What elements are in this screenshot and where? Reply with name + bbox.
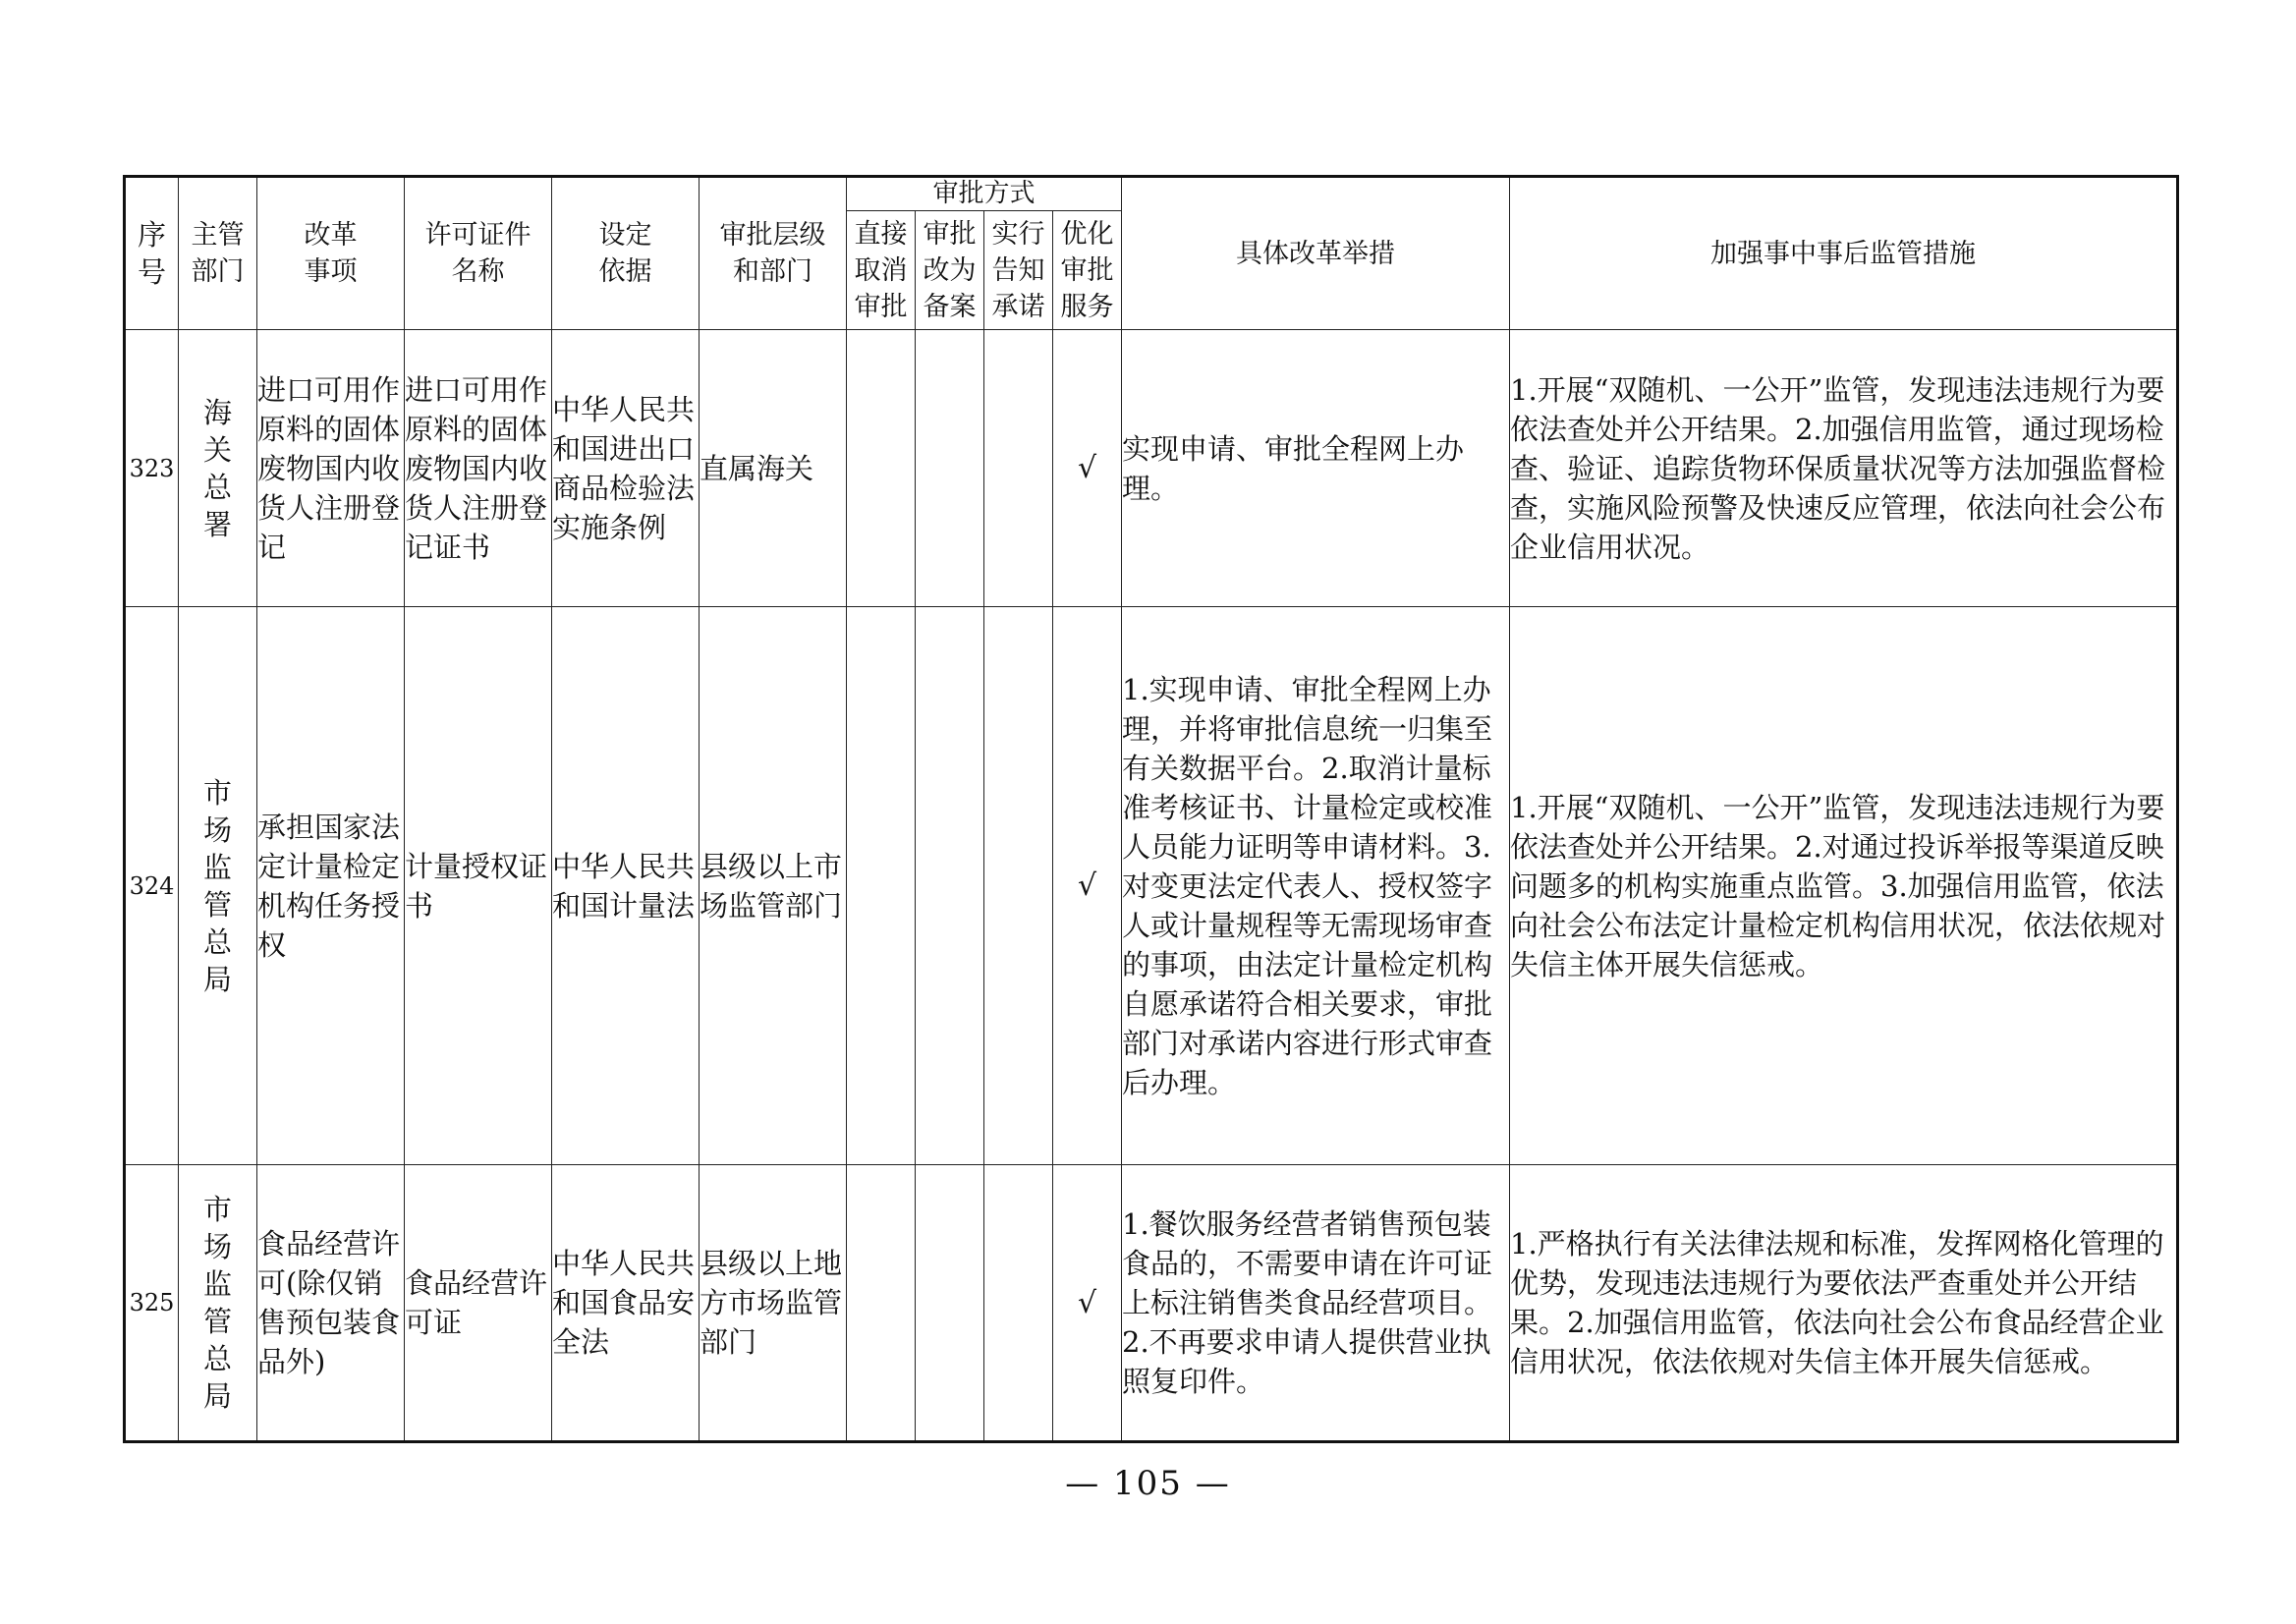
row-item: 进口可用作原料的固体废物国内收货人注册登记 [257, 330, 405, 607]
row-measures: 1.餐饮服务经营者销售预包装食品的，不需要申请在许可证上标注销售类食品经营项目。2.不再要求申请人提供营业执照复印件。 [1122, 1165, 1510, 1442]
row-level: 县级以上地方市场监管部门 [700, 1165, 847, 1442]
row-level: 直属海关 [700, 330, 847, 607]
row-promise [984, 330, 1053, 607]
header-level: 审批层级 和部门 [700, 177, 847, 330]
row-dept: 市 场 监 管 总 局 [179, 607, 257, 1165]
row-supervision: 1.开展“双随机、一公开”监管，发现违法违规行为要依法查处并公开结果。2.加强信用监管，通过现场检查、验证、追踪货物环保质量状况等方法加强监督检查，实施风险预警及快速反应管理，依法向社会公布企业信用状况。 [1510, 330, 2178, 607]
table-row [125, 1165, 2178, 1442]
row-filing [916, 607, 984, 1165]
row-cancel [847, 330, 916, 607]
page-number: — 105 — [1065, 1464, 1231, 1503]
row-measures: 1.实现申请、审批全程网上办理，并将审批信息统一归集至有关数据平台。2.取消计量标准考核证书、计量检定或校准人员能力证明等申请材料。3.对变更法定代表人、授权签字人或计量规程等无需现场审查的事项，由法定计量检定机构自愿承诺符合相关要求，审批部门对承诺内容进行形式审查后办理。 [1122, 607, 1510, 1165]
row-optimize-check: √ [1053, 607, 1122, 1165]
row-supervision: 1.开展“双随机、一公开”监管，发现违法违规行为要依法查处并公开结果。2.对通过投诉举报等渠道反映问题多的机构实施重点监管。3.加强信用监管，依法向社会公布法定计量检定机构信用状况，依法依规对失信主体开展失信惩戒。 [1510, 607, 2178, 1165]
row-license: 食品经营许可证 [405, 1165, 552, 1442]
row-supervision: 1.严格执行有关法律法规和标准，发挥网格化管理的优势，发现违法违规行为要依法严查重处并公开结果。2.加强信用监管，依法向社会公布食品经营企业信用状况，依法依规对失信主体开展失信惩戒。 [1510, 1165, 2178, 1442]
row-optimize-check: √ [1053, 330, 1122, 607]
header-promise: 实行 告知 承诺 [984, 211, 1053, 330]
row-item: 承担国家法定计量检定机构任务授权 [257, 607, 405, 1165]
row-seq: 323 [125, 330, 179, 607]
row-basis: 中华人民共和国食品安全法 [552, 1165, 700, 1442]
header-supervision: 加强事中事后监管措施 [1510, 177, 2178, 330]
row-item: 食品经营许可(除仅销售预包装食品外) [257, 1165, 405, 1442]
row-license: 进口可用作原料的固体废物国内收货人注册登记证书 [405, 330, 552, 607]
reform-table [123, 175, 2179, 1443]
row-basis: 中华人民共和国进出口商品检验法实施条例 [552, 330, 700, 607]
header-optimize: 优化 审批 服务 [1053, 211, 1122, 330]
row-cancel [847, 607, 916, 1165]
row-dept: 市 场 监 管 总 局 [179, 1165, 257, 1442]
row-seq: 324 [125, 607, 179, 1165]
table-row [125, 607, 2178, 1165]
header-item: 改革 事项 [257, 177, 405, 330]
header-approval-group: 审批方式 [847, 177, 1122, 211]
row-cancel [847, 1165, 916, 1442]
row-filing [916, 1165, 984, 1442]
row-measures: 实现申请、审批全程网上办理。 [1122, 330, 1510, 607]
header-seq: 序 号 [125, 177, 179, 330]
header-license: 许可证件 名称 [405, 177, 552, 330]
table-header [125, 177, 2178, 330]
row-license: 计量授权证书 [405, 607, 552, 1165]
row-seq: 325 [125, 1165, 179, 1442]
header-measures: 具体改革举措 [1122, 177, 1510, 330]
header-filing: 审批 改为 备案 [916, 211, 984, 330]
row-dept: 海 关 总 署 [179, 330, 257, 607]
header-basis: 设定 依据 [552, 177, 700, 330]
row-filing [916, 330, 984, 607]
header-dept: 主管 部门 [179, 177, 257, 330]
row-promise [984, 1165, 1053, 1442]
row-level: 县级以上市场监管部门 [700, 607, 847, 1165]
row-promise [984, 607, 1053, 1165]
row-basis: 中华人民共和国计量法 [552, 607, 700, 1165]
row-optimize-check: √ [1053, 1165, 1122, 1442]
table-row [125, 330, 2178, 607]
header-cancel: 直接 取消 审批 [847, 211, 916, 330]
